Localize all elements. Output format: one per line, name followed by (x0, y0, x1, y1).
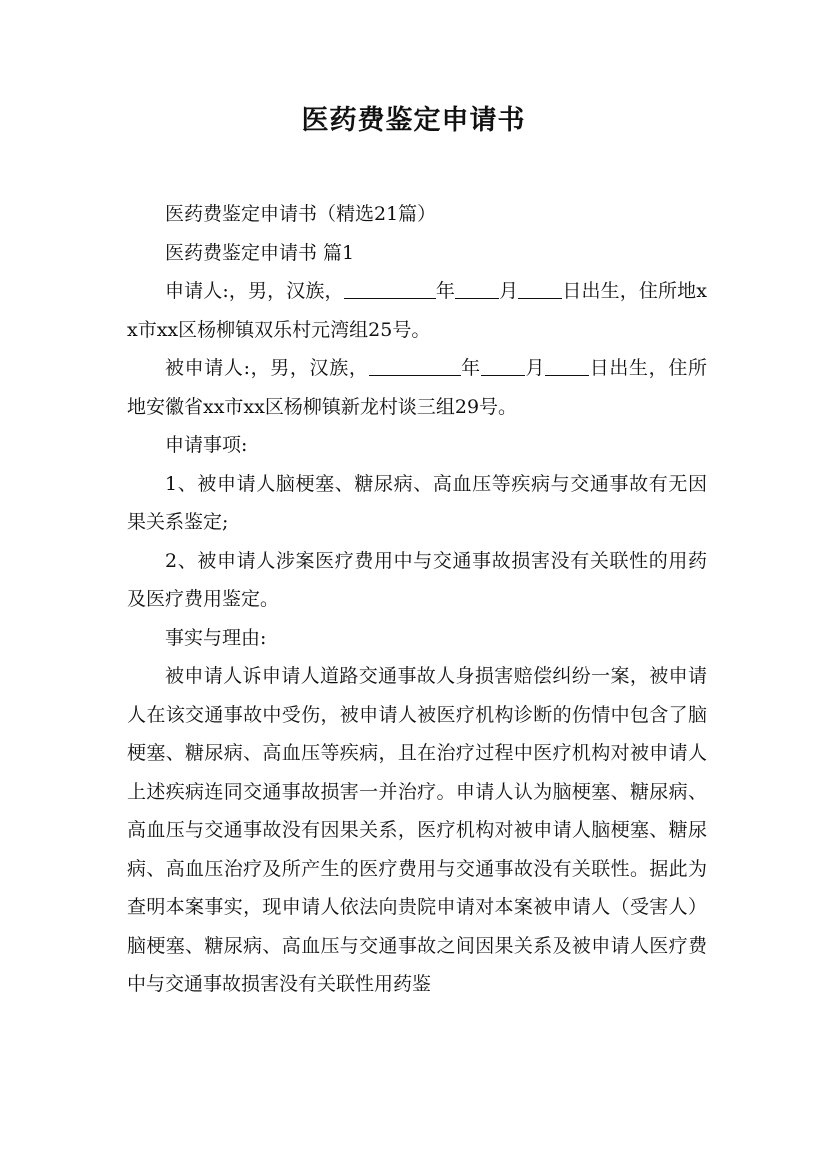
respondent-year-blank (369, 355, 461, 376)
respondent-paragraph (127, 349, 707, 426)
section-heading: 医药费鉴定申请书 篇1 (165, 241, 355, 264)
respondent-month-blank (481, 355, 525, 376)
respondent-month-suffix: 月 (524, 357, 546, 379)
document-title: 医药费鉴定申请书 (301, 105, 526, 136)
respondent-day-suffix: 日出生， (589, 357, 669, 379)
respondent-day-blank (545, 355, 589, 376)
applicant-day-blank (518, 278, 562, 299)
respondent-address: 住所地安徽省xx市xx区杨柳镇新龙村谈三组29号。 (127, 357, 707, 418)
applicant-month-blank (455, 278, 499, 299)
facts-heading: 事实与理由: (165, 626, 267, 649)
applicant-year-suffix: 年 (435, 280, 455, 302)
matter-item-2: 2、被申请人涉案医疗费用中与交通事故损害没有关联性的用药及医疗费用鉴定。 (127, 549, 707, 610)
matters-heading: 申请事项: (165, 434, 248, 456)
respondent-year-suffix: 年 (460, 357, 481, 379)
applicant-day-suffix: 日出生， (562, 280, 639, 302)
applicant-year-blank (344, 278, 436, 299)
applicant-address: 住所地xx市xx区杨柳镇双乐村元湾组25号。 (127, 280, 707, 341)
facts-paragraph: 被申请人诉申请人道路交通事故人身损害赔偿纠纷一案，被申请人在该交通事故中受伤，被申请人被医疗机构诊断的伤情中包含了脑梗塞、糖尿病、高血压等疾病，且在治疗过程中医疗机构对被申请人上述疾病连同交通事故损害一并治疗。申请人认为脑梗塞、糖尿病、高血压与交通事故没有因果关系，医疗机构对被申请人脑梗塞、糖尿病、高血压治疗及所产生的医疗费用与交通事故没有关联性。据此为查明本案事实，现申请人依法向贵院申请对本案被申请人（受害人）脑梗塞、糖尿病、高血压与交通事故之间因果关系及被申请人医疗费中与交通事故损害没有关联性用药鉴 (127, 665, 707, 995)
matter-item-1: 1、被申请人脑梗塞、糖尿病、高血压等疾病与交通事故有无因果关系鉴定; (127, 472, 707, 533)
subtitle: 医药费鉴定申请书（精选21篇） (165, 203, 437, 225)
applicant-month-suffix: 月 (498, 280, 519, 302)
applicant-paragraph (127, 272, 707, 349)
respondent-label: 被申请人:，男，汉族， (165, 357, 369, 379)
document-body (127, 195, 707, 1004)
applicant-label: 申请人:，男，汉族， (165, 280, 344, 302)
